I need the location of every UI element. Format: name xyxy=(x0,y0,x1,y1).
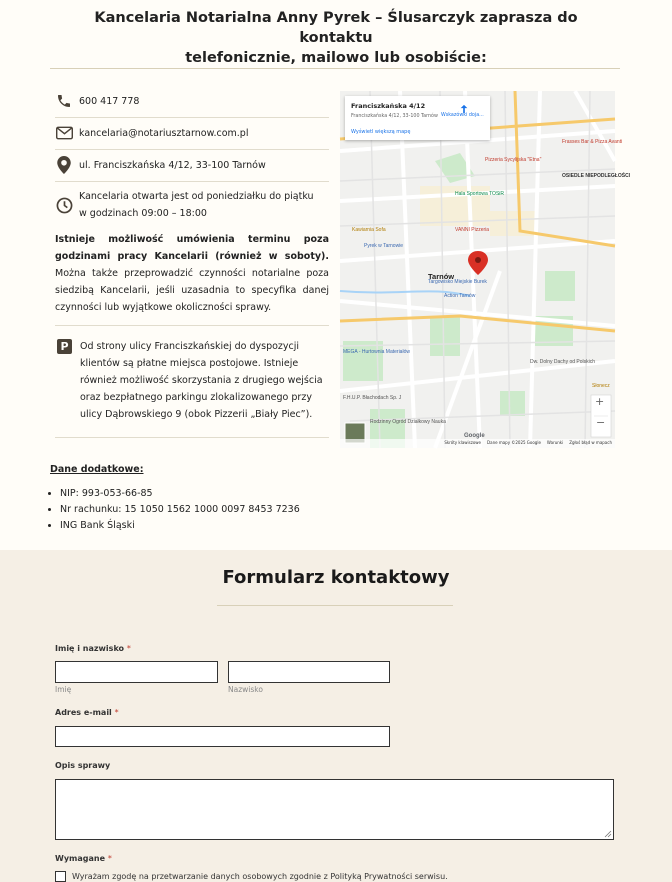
last-name-input[interactable] xyxy=(228,661,390,683)
map-info-card xyxy=(345,96,490,140)
resize-handle-icon[interactable] xyxy=(604,830,612,838)
separator xyxy=(55,325,329,326)
page-heading: Kancelaria Notarialna Anny Pyrek – Ślusarczyk zaprasza do kontaktu telefonicznie, mailowo lub osobiście: xyxy=(94,10,578,66)
mail-icon xyxy=(55,124,73,142)
svg-text:Tarnów: Tarnów xyxy=(428,272,455,281)
description-label: Opis sprawy xyxy=(55,761,111,770)
first-name-input[interactable] xyxy=(55,661,218,683)
parking-icon: P xyxy=(57,339,72,354)
name-label: Imię i nazwisko * xyxy=(55,644,131,653)
location-pin-icon xyxy=(55,156,73,174)
svg-text:Frasses Bar & Pizza Avanti: Frasses Bar & Pizza Avanti xyxy=(562,139,623,145)
svg-text:Kawiarnia Sofa: Kawiarnia Sofa xyxy=(352,227,386,233)
hours-line-1: Kancelaria otwarta jest od poniedziałku do piątku xyxy=(79,191,314,202)
svg-text:Targowisko Miejskie Burek: Targowisko Miejskie Burek xyxy=(428,279,487,285)
heading-divider xyxy=(50,68,620,69)
larger-map-link[interactable]: Wyświetl większą mapę xyxy=(351,129,411,135)
clock-icon xyxy=(55,196,73,214)
account-item: • Nr rachunku: 15 1050 1562 1000 0097 8453 7236 xyxy=(60,502,300,518)
map-card-address: Franciszkańska 4/12, 33-100 Tarnów xyxy=(351,114,438,119)
svg-text:Action Tarnów: Action Tarnów xyxy=(444,293,476,299)
svg-text:MEGA - Hurtownia Materiałów: MEGA - Hurtownia Materiałów xyxy=(343,349,410,355)
bank-item: • ING Bank Śląski xyxy=(60,518,300,534)
map-footer-terms[interactable]: Warunki xyxy=(546,440,564,445)
appointment-info xyxy=(55,231,329,316)
description-textarea[interactable] xyxy=(55,779,614,840)
form-title: Formularz kontaktowy xyxy=(222,567,450,588)
consent-row[interactable] xyxy=(55,871,448,882)
separator xyxy=(55,149,329,150)
contact-phone[interactable] xyxy=(55,92,139,110)
address-text: ul. Franciszkańska 4/12, 33-100 Tarnów xyxy=(79,159,266,171)
consent-required-label: Wymagane * xyxy=(55,854,112,863)
email-label: Adres e-mail * xyxy=(55,708,119,717)
map-card-title: Franciszkańska 4/12 xyxy=(351,102,426,110)
svg-text:Pyrek w Tarnowie: Pyrek w Tarnowie xyxy=(364,243,404,249)
form-title-divider xyxy=(217,605,453,606)
hours-line-2: w godzinach 09:00 – 18:00 xyxy=(79,208,207,219)
svg-text:Rodzinny Ogród Działkowy Nauka: Rodzinny Ogród Działkowy Nauka xyxy=(370,419,446,425)
separator xyxy=(55,117,329,118)
svg-text:Pizzeria Sycylijska "Etna": Pizzeria Sycylijska "Etna" xyxy=(485,157,542,163)
svg-text:F.H.U.P. Błachodach Sp. J: F.H.U.P. Błachodach Sp. J xyxy=(343,395,402,401)
first-name-sublabel: Imię xyxy=(55,685,72,694)
consent-text: Wyrażam zgodę na przetwarzanie danych osobowych zgodnie z Polityką Prywatności serwisu. xyxy=(72,872,448,881)
contact-email[interactable] xyxy=(55,124,248,142)
map-footer xyxy=(340,440,615,448)
directions-link[interactable]: Wskazówki doja... xyxy=(441,113,484,118)
svg-text:OSIEDLE NIEPODLEGŁOŚCI: OSIEDLE NIEPODLEGŁOŚCI xyxy=(562,173,631,179)
zoom-in-button[interactable]: + xyxy=(595,395,605,408)
appointment-bold: Istnieje możliwość umówienia terminu poza godzinami pracy Kancelarii (również w soboty). xyxy=(55,234,329,262)
contact-address xyxy=(55,156,266,174)
map-footer-shortcuts[interactable]: Skróty klawiszowe xyxy=(444,440,482,445)
google-map[interactable] xyxy=(340,91,631,448)
map-canvas xyxy=(340,91,631,448)
consent-checkbox[interactable] xyxy=(55,871,66,882)
extra-info-title: Dane dodatkowe: xyxy=(50,464,144,475)
separator xyxy=(55,181,329,182)
phone-icon xyxy=(55,92,73,110)
map-footer-report[interactable]: Zgłoś błąd w mapach xyxy=(569,440,612,445)
svg-text:Google: Google xyxy=(464,433,485,439)
contact-form-section xyxy=(0,550,672,882)
svg-text:Słonecz: Słonecz xyxy=(592,383,610,389)
parking-info: Od strony ulicy Franciszkańskiej do dyspozycji klientów są płatne miejsca postojowe. Istnieje również możliwość skorzystania z drugiego wejścia oraz bezpłatnego parkingu zlokalizowanego przy ulicy Dąbrowskiego 9 (obok Pizzerii „Biały Piec”). xyxy=(80,341,323,420)
email-address[interactable]: kancelaria@notariusztarnow.com.pl xyxy=(79,127,249,139)
contact-hours xyxy=(55,188,314,222)
nip-item: • NIP: 993-053-66-85 xyxy=(60,486,300,502)
appointment-text: Można także przeprowadzić czynności notarialne poza siedzibą Kancelarii, jeśli uzasadnia to specyfika danej czynności lub wyjątkowe okoliczności sprawy. xyxy=(55,268,329,313)
extra-info-list xyxy=(48,486,300,534)
phone-number[interactable]: 600 417 778 xyxy=(79,95,140,107)
svg-text:Hala Sportowa TOSiR: Hala Sportowa TOSiR xyxy=(455,191,505,197)
svg-text:VANNI Pizzeria: VANNI Pizzeria xyxy=(455,227,490,233)
last-name-sublabel: Nazwisko xyxy=(228,685,263,694)
separator xyxy=(55,437,329,438)
zoom-out-button[interactable]: − xyxy=(596,416,606,429)
map-footer-data: Dane mapy ©2025 Google xyxy=(487,440,541,445)
email-input[interactable] xyxy=(55,726,390,747)
svg-text:Dw. Dolny Dachy od Polskich: Dw. Dolny Dachy od Polskich xyxy=(530,359,596,365)
